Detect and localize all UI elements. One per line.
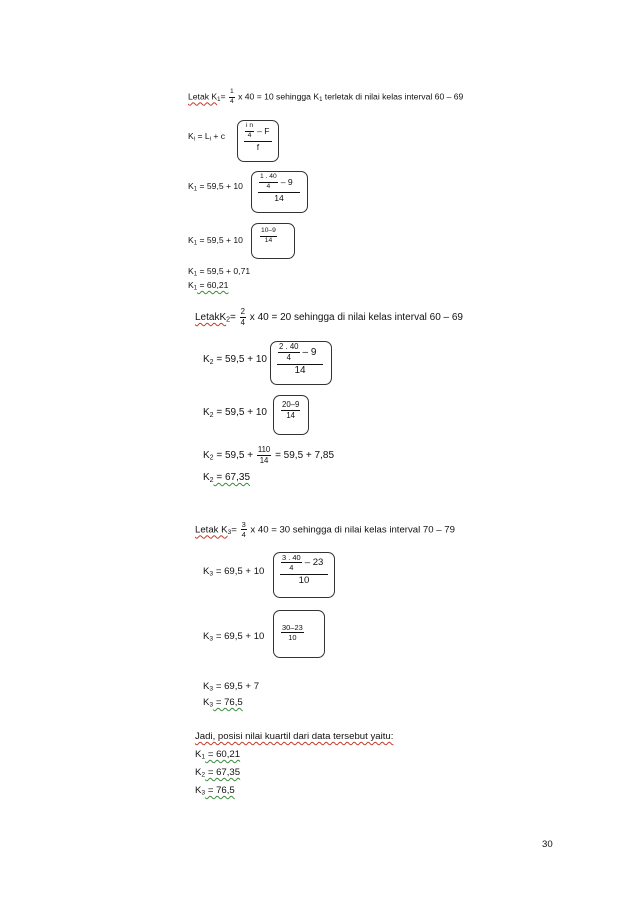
k2-intro-eq: =: [230, 311, 236, 323]
k3-intro-fraction: [241, 521, 247, 539]
formula-lhs: K: [188, 131, 194, 141]
k3-s1-inner-num: 3 . 40: [282, 553, 301, 562]
k1-step1-box: [258, 174, 300, 203]
formula-den: f: [256, 142, 260, 153]
k2-result: [203, 472, 250, 484]
k3-s1-lhs: K: [203, 566, 210, 577]
k1-s1-inner-frac: [259, 174, 278, 190]
k1-s1-lhs: K: [188, 181, 194, 191]
k3-s1-den-row: [280, 574, 328, 586]
k1-formula: [188, 131, 225, 143]
k2-s1-lhs: K: [203, 354, 210, 365]
k1-s2-sub: 1: [193, 240, 198, 247]
k1-s2-frac: [260, 228, 277, 244]
formula-inner-num: i n: [245, 123, 254, 132]
k3-s2-frac: [281, 624, 304, 642]
concl-k3-sub: 3: [201, 789, 206, 797]
k2-s1-den: 14: [294, 364, 306, 376]
k1-frac-num: 1: [229, 89, 235, 98]
k3-step2: [203, 631, 264, 643]
k1-intro-eq: =: [220, 91, 226, 102]
k1-res-lhs: K: [188, 280, 194, 290]
k2-step1-box: [277, 343, 323, 376]
conclusion-title: [195, 731, 393, 742]
formula-lsub: i: [209, 136, 211, 143]
page-number: 30: [542, 839, 553, 850]
k3-res-rhs: = 76,5: [213, 697, 243, 708]
k2-s3-sub: 2: [209, 454, 214, 462]
k3-step1: [203, 566, 264, 578]
k2-s1-inner-den: 4: [286, 352, 291, 362]
k3-s1-minus: – 23: [304, 557, 324, 569]
conclusion-item-k3: [195, 785, 235, 797]
k3-s2-lhs: K: [203, 631, 210, 642]
k3-step1-box: [280, 554, 328, 586]
k3-step2-frac-wrap: [280, 624, 305, 642]
k1-s1-eq: = 59,5 + 10: [197, 181, 243, 191]
k3-res-lhs: K: [203, 697, 210, 708]
k2-s1-minus: – 9: [302, 346, 317, 358]
k1-intro-sub: 1: [217, 96, 221, 103]
k2-s2-eq: = 59,5 + 10: [213, 407, 267, 418]
k1-s2-den: 14: [264, 236, 273, 244]
k3-intro-sub: 3: [227, 529, 232, 537]
formula-den-row: [244, 141, 272, 152]
concl-k3-lhs: K: [195, 785, 202, 796]
k1-s2-eq: = 59,5 + 10: [197, 235, 243, 245]
k3-result: [203, 697, 243, 709]
k3-s2-den: 10: [288, 633, 297, 643]
k2-step2: [203, 407, 267, 419]
formula-inner-den: 4: [247, 131, 252, 139]
k1-frac-den: 4: [229, 97, 234, 105]
k2-intro-prefix: LetakK: [195, 311, 227, 323]
k2-s2-lhs: K: [203, 407, 210, 418]
concl-k2-lhs: K: [195, 767, 202, 778]
k1-s3-rhs: = 59,5 + 0,71: [197, 266, 251, 276]
k3-res-sub: 3: [209, 701, 214, 709]
k1-res-sub: 1: [193, 285, 198, 292]
k2-intro-fraction: [240, 308, 246, 327]
k1-s1-den-row: [258, 192, 300, 203]
k2-s2-frac: [281, 401, 300, 420]
k3-s1-inner-den: 4: [289, 563, 294, 573]
concl-k2-rhs: = 67,35: [205, 767, 241, 778]
k2-s1-eq: = 59,5 + 10: [213, 354, 267, 365]
k2-s2-den: 14: [286, 410, 296, 420]
k2-s1-inner-num: 2 . 40: [279, 342, 299, 351]
k1-s1-den: 14: [274, 193, 284, 204]
k3-s1-den: 10: [298, 574, 310, 586]
k3-intro-prefix: Letak K: [195, 524, 228, 536]
k2-frac-num: 2: [240, 307, 246, 316]
k1-s1-inner-num: 1 . 40: [259, 174, 278, 183]
k1-s1-minus: – 9: [280, 177, 293, 188]
concl-k1-sub: 1: [201, 753, 206, 761]
k1-step2-frac-wrap: [259, 228, 278, 244]
k3-s1-inner-frac: [281, 554, 302, 572]
k1-step1: [188, 181, 243, 193]
k2-s3-num: 110: [257, 445, 271, 454]
formula-minus: – F: [257, 126, 270, 137]
k1-s3-lhs: K: [188, 266, 194, 276]
k1-intro-suffix: terletak di nilai kelas interval 60 – 69: [322, 91, 464, 102]
k2-step1: [203, 354, 267, 366]
k2-s3-lhs: K: [203, 449, 210, 461]
k3-intro-eq: =: [231, 524, 237, 536]
k1-intro-fraction: [229, 89, 235, 105]
k2-s3-frac: [257, 446, 271, 465]
formula-sub: i: [193, 136, 196, 143]
k1-step3: [188, 266, 250, 278]
k3-intro: [195, 521, 455, 539]
k2-res-rhs: = 67,35: [213, 472, 250, 483]
k1-s1-sub: 1: [193, 186, 198, 193]
k2-step3: [203, 446, 334, 465]
formula-eq: = L: [195, 131, 210, 141]
k3-frac-den: 4: [241, 530, 246, 540]
k3-intro-mult: x 40 = 30 sehingga di nilai kelas interval 70 – 79: [250, 524, 455, 536]
k2-intro-sub: 2: [226, 316, 231, 324]
k1-result: [188, 280, 228, 292]
k2-s2-sub: 2: [209, 411, 214, 419]
k3-s3-sub: 3: [209, 685, 214, 693]
conclusion-title-text: Jadi, posisi nilai kuartil dari data tersebut yaitu:: [195, 731, 394, 742]
k2-s1-inner-frac: [278, 343, 300, 362]
k1-step2: [188, 235, 243, 247]
k2-s1-sub: 2: [209, 358, 214, 366]
k3-s3-rhs: = 69,5 + 7: [213, 681, 260, 692]
k2-s1-den-row: [277, 364, 323, 376]
k2-res-sub: 2: [209, 476, 214, 484]
k3-s3-lhs: K: [203, 681, 210, 692]
k3-frac-num: 3: [241, 520, 246, 529]
k2-s3-eq: = 59,5 +: [213, 449, 256, 461]
k1-intro: [188, 89, 463, 105]
k1-intro-sub2: 1: [319, 96, 323, 103]
k3-s2-num: 30–23: [282, 623, 303, 632]
k2-intro: [195, 308, 463, 327]
k3-s1-sub: 3: [209, 570, 214, 578]
k1-s2-lhs: K: [188, 235, 194, 245]
k1-s3-sub: 1: [193, 271, 198, 278]
k1-s2-num: 10–9: [260, 228, 277, 237]
k1-s1-inner-den: 4: [266, 182, 271, 190]
k3-s1-eq: = 69,5 + 10: [213, 566, 265, 577]
k3-s2-sub: 3: [209, 635, 214, 643]
k1-intro-mult: x 40 = 10 sehingga K: [238, 91, 320, 102]
formula-plus-c: + c: [211, 131, 226, 141]
k2-intro-mult: x 40 = 20 sehingga di nilai kelas interval 60 – 69: [249, 311, 463, 323]
k2-s2-num: 20–9: [282, 400, 300, 409]
k2-s3-rhs: = 59,5 + 7,85: [275, 449, 335, 461]
k1-intro-prefix: Letak K: [188, 91, 218, 102]
concl-k3-rhs: = 76,5: [205, 785, 235, 796]
formula-inner-frac: [245, 123, 254, 139]
k1-res-rhs: = 60,21: [197, 280, 229, 290]
concl-k1-lhs: K: [195, 749, 202, 760]
k3-step3: [203, 681, 259, 693]
k2-step2-frac-wrap: [280, 401, 301, 420]
k2-frac-den: 4: [240, 317, 246, 327]
concl-k1-rhs: = 60,21: [205, 749, 241, 760]
k3-s2-eq: = 69,5 + 10: [213, 631, 265, 642]
conclusion-item-k2: [195, 767, 240, 779]
k2-res-lhs: K: [203, 472, 210, 483]
concl-k2-sub: 2: [201, 771, 206, 779]
k1-formula-box: [244, 123, 272, 152]
k2-s3-den: 14: [259, 455, 269, 465]
conclusion-item-k1: [195, 749, 240, 761]
